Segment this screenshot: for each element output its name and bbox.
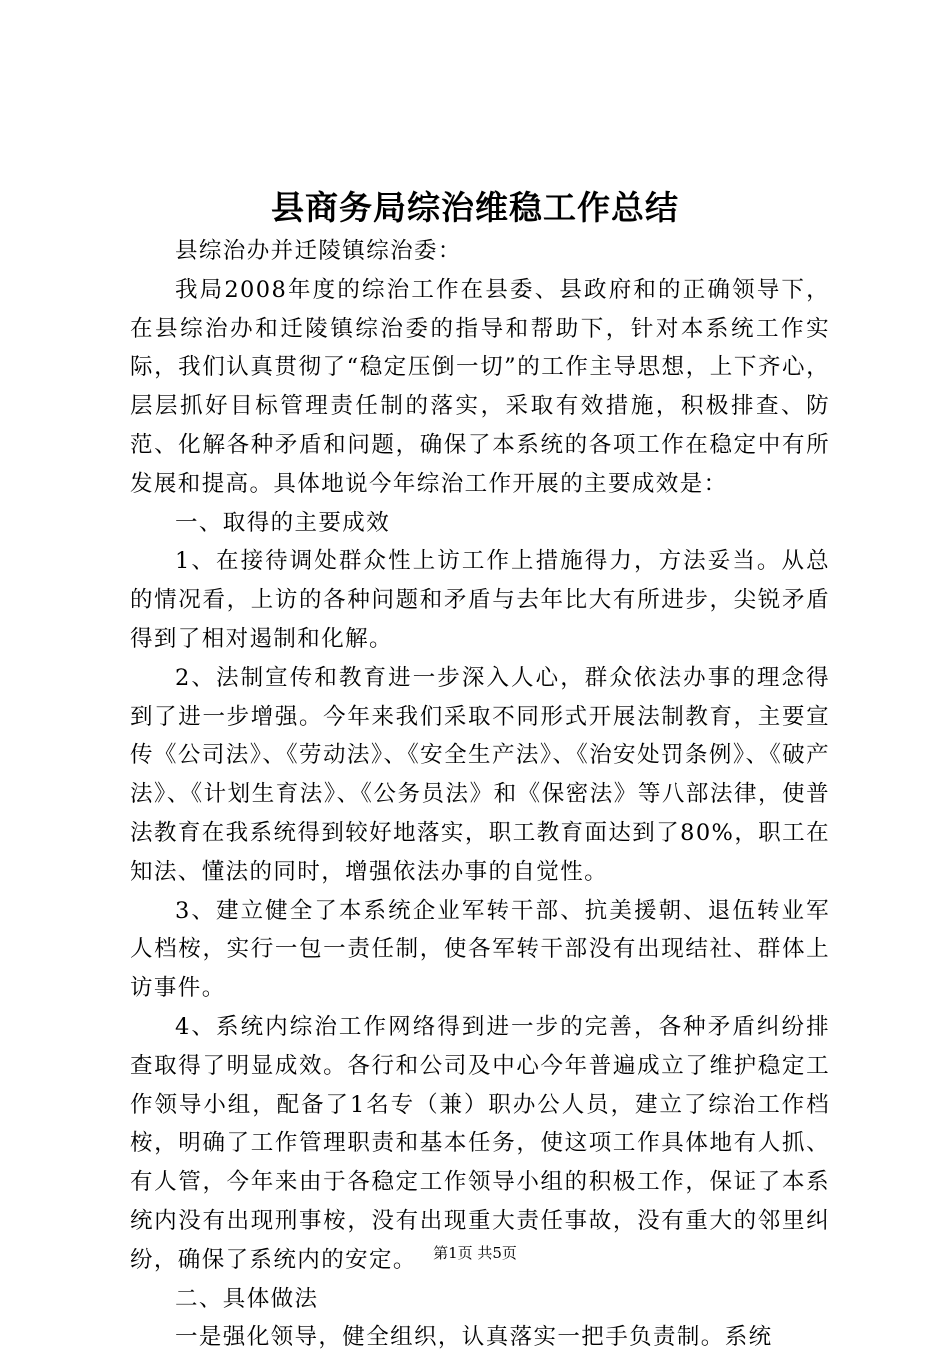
paragraph-item-2: 2、法制宣传和教育进一步深入人心，群众依法办事的理念得到了进一步增强。今年来我们采取不同形式开展法制教育，主要宣传《公司法》、《劳动法》、《安全生产法》、《治安处罚条例》、《破产法》、《计划生育法》、《公务员法》和《保密法》等八部法律，使普法教育在我系统得到较好地落实，职工教育面达到了80%，职工在知法、懂法的同时，增强依法办事的自觉性。 [130, 664, 830, 885]
paragraph-item-4: 4、系统内综治工作网络得到进一步的完善，各种矛盾纠纷排查取得了明显成效。各行和公司及中心今年普遍成立了维护稳定工作领导小组，配备了1名专（兼）职办公人员，建立了综治工作档桉，明确了工作管理职责和基本任务，使这项工作具体地有人抓、有人管，今年来由于各稳定工作领导小组的积极工作，保证了本系统内没有出现刑事桉，没有出现重大责任事故，没有重大的邻里纠纷，确保了系统内的安定。 [130, 1013, 830, 1273]
document-body [130, 232, 830, 1357]
paragraph-salutation: 县综治办并迁陵镇综治委： [175, 238, 462, 264]
section-heading-methods: 二、具体做法 [175, 1285, 319, 1312]
document-title: 县商务局综治维稳工作总结 [271, 188, 679, 227]
page-footer: 第1页 共5页 [433, 1244, 517, 1262]
paragraph-item-3: 3、建立健全了本系统企业军转干部、抗美援朝、退伍转业军人档桉，实行一包一责任制，使各军转干部没有出现结社、群体上访事件。 [130, 897, 830, 1002]
paragraph-method-1: 一是强化领导，健全组织，认真落实一把手负责制。系统 [175, 1324, 773, 1351]
paragraph-item-1: 1、在接待调处群众性上访工作上措施得力，方法妥当。从总的情况看，上访的各种问题和矛盾与去年比大有所进步，尖锐矛盾得到了相对遏制和化解。 [130, 548, 830, 652]
section-heading-achievements: 一、取得的主要成效 [175, 509, 391, 536]
paragraph-intro: 我局2008年度的综治工作在县委、县政府和的正确领导下，在县综治办和迁陵镇综治委的指导和帮助下，针对本系统工作实际，我们认真贯彻了“稳定压倒一切”的工作主导思想，上下齐心，层层抓好目标管理责任制的落实，采取有效措施，积极排查、防范、化解各种矛盾和问题，确保了本系统的各项工作在稳定中有所发展和提高。具体地说今年综治工作开展的主要成效是： [130, 276, 830, 497]
